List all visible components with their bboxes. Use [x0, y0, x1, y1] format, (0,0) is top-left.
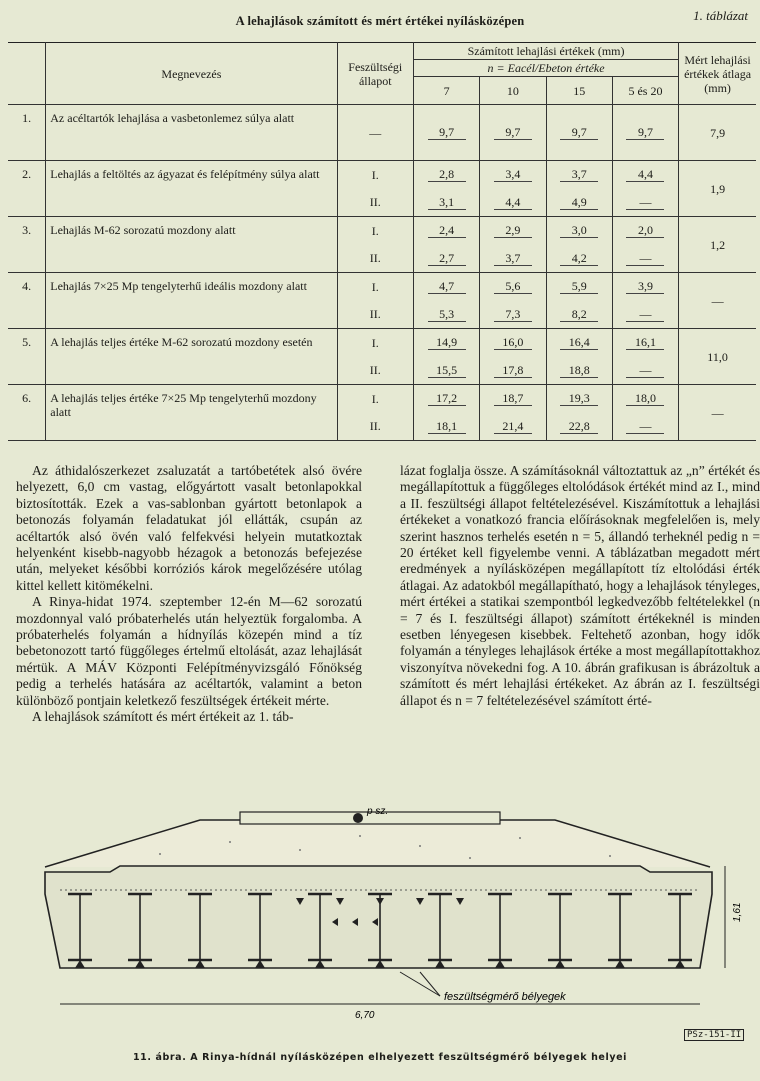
- calc-cell: [546, 245, 612, 273]
- calc-cell: [546, 105, 612, 161]
- calc-value: 4,2: [560, 251, 598, 266]
- table-row: [8, 385, 756, 413]
- calc-value: 8,2: [560, 307, 598, 322]
- text-column-left: [16, 463, 362, 726]
- measured-header: Mért lehajlási értékek átlaga (mm): [679, 43, 756, 105]
- calc-cell: [612, 161, 678, 189]
- n-value-header: 15: [546, 77, 612, 105]
- table-row: [8, 329, 756, 357]
- calc-value: 4,7: [428, 279, 466, 294]
- calc-cell: [413, 357, 479, 385]
- calc-value: 4,4: [626, 167, 664, 182]
- calc-value: —: [626, 419, 664, 434]
- text-column-right: [400, 463, 760, 709]
- calc-cell: [480, 105, 546, 161]
- calc-cell: [480, 301, 546, 329]
- calc-value: 16,4: [560, 335, 598, 350]
- n-value-header: 7: [413, 77, 479, 105]
- calc-value: 14,9: [428, 335, 466, 350]
- calc-value: 5,9: [560, 279, 598, 294]
- calc-value: 2,9: [494, 223, 532, 238]
- calc-cell: [546, 329, 612, 357]
- n-ratio-header: n = Eacél/Ebeton értéke: [413, 60, 678, 77]
- calc-cell: [413, 217, 479, 245]
- concrete-slab: [45, 866, 712, 968]
- calc-value: 18,8: [560, 363, 598, 378]
- calc-value: 3,4: [494, 167, 532, 182]
- stress-state: —: [337, 105, 413, 161]
- row-index: 6.: [8, 385, 46, 441]
- measured-value: 11,0: [679, 329, 756, 385]
- calc-cell: [480, 273, 546, 301]
- calc-value: —: [626, 251, 664, 266]
- calc-value: 9,7: [428, 125, 466, 140]
- calc-cell: [612, 273, 678, 301]
- paragraph: lázat foglalja össze. A számításoknál változtattuk az „n” értékét és megállapítottuk a függőleges eltolódások értékét mind az I., mind a II. feszültségi állapot feltételezésével. Kiszámítottuk a lehajlási értékeket a vonatkozó francia előírásoknak megfelelően is, mely szerint hasznos terhelés esetén n = 5, állandó terheknél pedig n = 20 értéket kell figyelembe venni. A táblázatban megadott mért eredmények a nyílásközépen megállapított tíz eltolódási érték átlagai. Az adatokból megállapítható, hogy a lehajlások tényleges, mért értékei a statikai szempontból legkedvezőbb feltételekkel (n = 7 és I. feszültségi állapot) számított értékeknél is minden esetben lényegesen kisebbek. Feltehető azonban, hogy idők folyamán a tényleges lehajlások értéke a most megállapítottakhoz viszonyítva növekedni fog. A 10. ábrán grafikusan is ábrázoltuk a számított és mért lehajlási értékeket. Az ábrán az I. feszültségi állapot és n = 7 feltételezésével számított érté-: [400, 463, 760, 708]
- calc-cell: [480, 329, 546, 357]
- stress-state: I.: [337, 217, 413, 245]
- calc-cell: [612, 245, 678, 273]
- calc-header: Számított lehajlási értékek (mm): [413, 43, 678, 60]
- calc-value: 3,0: [560, 223, 598, 238]
- ballast-outline: [45, 820, 710, 867]
- calc-cell: [480, 385, 546, 413]
- table-row: [8, 217, 756, 245]
- calc-value: 21,4: [494, 419, 532, 434]
- stress-state: I.: [337, 385, 413, 413]
- calc-value: 2,8: [428, 167, 466, 182]
- stress-state: II.: [337, 357, 413, 385]
- table-row: [8, 273, 756, 301]
- measured-value: 1,2: [679, 217, 756, 273]
- table-label: 1. táblázat: [693, 8, 748, 23]
- calc-cell: [612, 217, 678, 245]
- stress-state: I.: [337, 273, 413, 301]
- calc-cell: [480, 245, 546, 273]
- calc-value: 9,7: [494, 125, 532, 140]
- bridge-cross-section-figure: [0, 772, 760, 1047]
- calc-cell: [546, 301, 612, 329]
- calc-cell: [546, 357, 612, 385]
- figure-caption: 11. ábra. A Rinya-hídnál nyílásközépen elhelyezett feszültségmérő bélyegek helyei: [132, 1052, 628, 1063]
- gauge-label: feszültségmérő bélyegek: [444, 991, 566, 1003]
- calc-cell: [413, 413, 479, 441]
- row-description: Lehajlás M-62 sorozatú mozdony alatt: [46, 217, 337, 273]
- calc-cell: [413, 161, 479, 189]
- measured-value: —: [679, 273, 756, 329]
- calc-value: 9,7: [560, 125, 598, 140]
- calc-cell: [413, 189, 479, 217]
- row-description: Lehajlás 7×25 Mp tengelyterhű ideális mozdony alatt: [46, 273, 337, 329]
- height-label: 1,61: [732, 902, 743, 922]
- calc-value: 3,7: [560, 167, 598, 182]
- deflection-table: [8, 42, 756, 441]
- stress-state: II.: [337, 245, 413, 273]
- calc-cell: [546, 161, 612, 189]
- calc-cell: [413, 273, 479, 301]
- row-index: 4.: [8, 273, 46, 329]
- table-row: [8, 105, 756, 161]
- calc-value: 9,7: [626, 125, 664, 140]
- calc-cell: [612, 301, 678, 329]
- calc-cell: [480, 413, 546, 441]
- calc-value: 18,0: [626, 391, 664, 406]
- calc-value: —: [626, 363, 664, 378]
- calc-value: 3,7: [494, 251, 532, 266]
- row-index: 1.: [8, 105, 46, 161]
- calc-cell: [546, 273, 612, 301]
- calc-value: 2,7: [428, 251, 466, 266]
- calc-value: 5,3: [428, 307, 466, 322]
- row-index: 3.: [8, 217, 46, 273]
- gauge-leader: [420, 972, 440, 996]
- calc-cell: [413, 329, 479, 357]
- n-value-header: 5 és 20: [612, 77, 678, 105]
- gauge-leader: [400, 972, 440, 996]
- calc-value: 2,4: [428, 223, 466, 238]
- stress-state: I.: [337, 161, 413, 189]
- calc-cell: [612, 413, 678, 441]
- calc-value: 3,9: [626, 279, 664, 294]
- calc-value: 2,0: [626, 223, 664, 238]
- paragraph: A Rinya-hidat 1974. szeptember 12-én M—62 sorozatú mozdonnyal való próbaterhelés után helyeztük forgalomba. A próbaterhelés folyamán a hídnyílás közepén mind a tíz bebetonozott tartó függőleges értelmű eltolását, azaz lehajlását mértük. A MÁV Központi Felépítményvizsgáló Főnökség pedig a terhelés hatására az acéltartók, valamint a beton különböző pontjain keletkező feszültségek értékeit mérte.: [16, 594, 362, 708]
- stress-state: II.: [337, 189, 413, 217]
- stress-state: I.: [337, 329, 413, 357]
- calc-cell: [612, 105, 678, 161]
- row-description: Lehajlás a feltöltés az ágyazat és felépítmény súlya alatt: [46, 161, 337, 217]
- calc-value: 22,8: [560, 419, 598, 434]
- calc-value: 5,6: [494, 279, 532, 294]
- width-label: 6,70: [355, 1010, 375, 1021]
- calc-cell: [546, 217, 612, 245]
- n-value-header: 10: [480, 77, 546, 105]
- calc-cell: [413, 385, 479, 413]
- table-row: [8, 161, 756, 189]
- calc-cell: [413, 105, 479, 161]
- row-index: 2.: [8, 161, 46, 217]
- stress-state: II.: [337, 413, 413, 441]
- calc-cell: [612, 385, 678, 413]
- row-description: Az acéltartók lehajlása a vasbetonlemez súlya alatt: [46, 105, 337, 161]
- row-index: 5.: [8, 329, 46, 385]
- calc-value: 18,1: [428, 419, 466, 434]
- calc-value: 16,0: [494, 335, 532, 350]
- calc-value: 17,8: [494, 363, 532, 378]
- state-header: Feszültségi állapot: [337, 43, 413, 105]
- calc-value: 7,3: [494, 307, 532, 322]
- table-title: A lehajlások számított és mért értékei nyílásközépen: [235, 14, 525, 28]
- paragraph: A lehajlások számított és mért értékeit az 1. táb-: [32, 709, 294, 725]
- calc-value: 4,4: [494, 195, 532, 210]
- calc-value: —: [626, 307, 664, 322]
- calc-value: —: [626, 195, 664, 210]
- calc-cell: [480, 161, 546, 189]
- psz-label: p sz.: [367, 806, 389, 817]
- index-header: [8, 43, 46, 105]
- measured-value: 7,9: [679, 105, 756, 161]
- calc-value: 3,1: [428, 195, 466, 210]
- row-description: A lehajlás teljes értéke M-62 sorozatú mozdony esetén: [46, 329, 337, 385]
- calc-value: 17,2: [428, 391, 466, 406]
- calc-cell: [612, 189, 678, 217]
- calc-cell: [546, 385, 612, 413]
- stress-state: II.: [337, 301, 413, 329]
- calc-cell: [612, 329, 678, 357]
- measuring-point-marker: [353, 813, 363, 823]
- paragraph: Az áthidalószerkezet zsaluzatát a tartóbetétek alsó övére helyezett, 6,0 cm vastag, előgyártott vasalt betonlapokkal biztosították. Ezek a vas-sablonban gyártott betonlapok a betonozás folyamán feladatukat jól ellátták, csupán az acéltartók alsó övén való felfekvési helyein mutatkoztak helyenként kisebb-nagyobb hézagok a betonozás befejezése után, melyeket későbbi korróziós károk megelőzésére utólag kittel kellett kitömékelni.: [16, 463, 362, 593]
- calc-cell: [480, 189, 546, 217]
- name-header: Megnevezés: [46, 43, 337, 105]
- calc-value: 4,9: [560, 195, 598, 210]
- calc-cell: [480, 217, 546, 245]
- calc-value: 18,7: [494, 391, 532, 406]
- calc-cell: [546, 189, 612, 217]
- measured-value: 1,9: [679, 161, 756, 217]
- calc-value: 19,3: [560, 391, 598, 406]
- calc-cell: [413, 301, 479, 329]
- calc-cell: [612, 357, 678, 385]
- calc-value: 16,1: [626, 335, 664, 350]
- row-description: A lehajlás teljes értéke 7×25 Mp tengelyterhű mozdony alatt: [46, 385, 337, 441]
- calc-cell: [546, 413, 612, 441]
- calc-cell: [413, 245, 479, 273]
- figure-code: PSz-151-II: [684, 1029, 744, 1041]
- measured-value: —: [679, 385, 756, 441]
- calc-cell: [480, 357, 546, 385]
- calc-value: 15,5: [428, 363, 466, 378]
